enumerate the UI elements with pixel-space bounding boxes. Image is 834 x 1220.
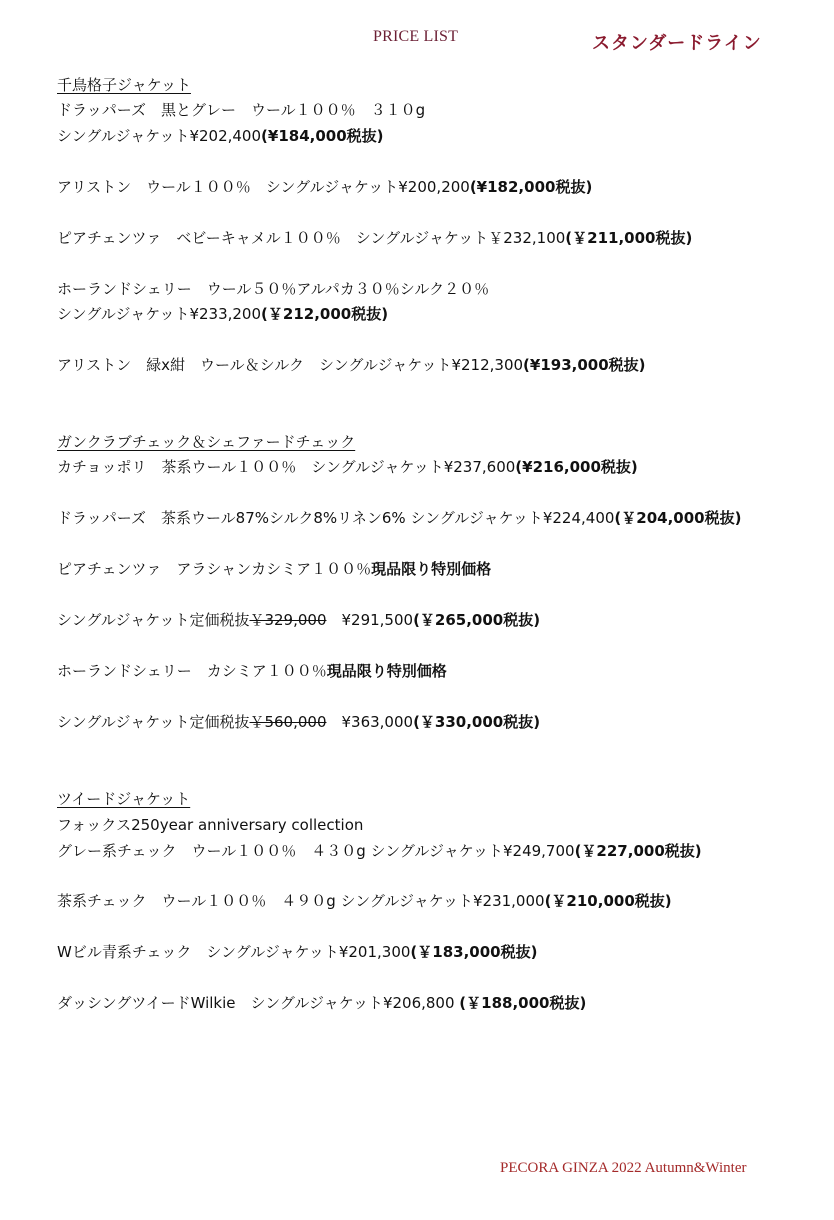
price-line <box>57 891 672 911</box>
section-heading-houndstooth: 千鳥格子ジャケット <box>57 76 191 94</box>
price-line <box>57 841 702 861</box>
price-text: アリストン 緑x紺 ウール＆シルク シングルジャケット¥212,300 <box>57 356 524 374</box>
price-line <box>57 993 586 1013</box>
item-text: ホーランドシェリー カシミア１００％ <box>57 662 327 680</box>
tax-excluded-price: (￥210,000税抜) <box>544 892 672 910</box>
tax-excluded-price: (￥204,000税抜) <box>614 509 742 527</box>
tax-excluded-price: (￥330,000税抜) <box>413 713 541 731</box>
special-price-badge: 現品限り特別価格 <box>326 662 447 680</box>
tax-excluded-price: (￥211,000税抜) <box>565 229 693 247</box>
price-text: アリストン ウール１００％ シングルジャケット¥200,200 <box>57 178 470 196</box>
price-line <box>57 355 646 375</box>
item-line: ホーランドシェリー ウール５０％アルパカ３０％シルク２０％ <box>57 280 490 298</box>
price-text: Wビル青系チェック シングルジャケット¥201,300 <box>57 943 411 961</box>
price-line <box>57 177 592 197</box>
tax-excluded-price: (¥184,000税抜) <box>261 127 384 145</box>
section-heading-tweed: ツイードジャケット <box>57 790 191 808</box>
price-text: ドラッパーズ 茶系ウール87%シルク8%リネン6% シングルジャケット¥224,400 <box>57 509 615 527</box>
tax-excluded-price: (¥182,000税抜) <box>469 178 593 196</box>
price-text: シングルジャケット¥233,200 <box>57 305 262 323</box>
price-text: グレー系チェック ウール１００％ ４３０g シングルジャケット¥249,700 <box>57 842 575 860</box>
tax-excluded-price: (¥216,000税抜) <box>515 458 638 476</box>
price-line <box>57 610 540 630</box>
tax-excluded-price: (￥188,000税抜) <box>459 994 587 1012</box>
price-line <box>57 508 741 528</box>
price-line <box>57 457 638 477</box>
item-line <box>57 661 447 681</box>
price-line <box>57 126 384 146</box>
price-text: シングルジャケット¥202,400 <box>57 127 262 145</box>
item-line: フォックス250year anniversary collection <box>57 816 364 834</box>
tax-excluded-price: (¥193,000税抜) <box>523 356 646 374</box>
footer-brand: PECORA GINZA 2022 Autumn&Winter <box>500 1160 747 1176</box>
tax-excluded-price: (￥183,000税抜) <box>410 943 538 961</box>
price-text: カチョッポリ 茶系ウール１００％ シングルジャケット¥237,600 <box>57 458 516 476</box>
tax-excluded-price: (￥212,000税抜) <box>261 305 389 323</box>
special-price-badge: 現品限り特別価格 <box>371 560 492 578</box>
page-title: PRICE LIST <box>373 28 459 45</box>
price-line <box>57 712 540 732</box>
price-line <box>57 228 692 248</box>
item-line: ドラッパーズ 黒とグレー ウール１００％ ３１０g <box>57 101 426 119</box>
price-prefix: シングルジャケット定価税抜 <box>57 713 250 731</box>
item-line <box>57 559 491 579</box>
price-text: ¥363,000 <box>326 713 414 731</box>
price-text: 茶系チェック ウール１００％ ４９０g シングルジャケット¥231,000 <box>57 892 545 910</box>
price-prefix: シングルジャケット定価税抜 <box>57 611 250 629</box>
price-text: ピアチェンツァ ベビーキャメル１００％ シングルジャケット￥232,100 <box>57 229 566 247</box>
item-text: ピアチェンツァ アラシャンカシミア１００％ <box>57 560 372 578</box>
price-line <box>57 304 388 324</box>
price-text: ダッシングツイードWilkie シングルジャケット¥206,800 <box>57 994 460 1012</box>
section-heading-gunclub: ガンクラブチェック＆シェファードチェック <box>57 433 356 451</box>
tax-excluded-price: (￥265,000税抜) <box>413 611 541 629</box>
line-name: スタンダードライン <box>592 33 762 54</box>
price-line <box>57 942 537 962</box>
price-text: ¥291,500 <box>326 611 414 629</box>
original-price: ￥329,000 <box>249 611 327 629</box>
tax-excluded-price: (￥227,000税抜) <box>574 842 702 860</box>
original-price: ￥560,000 <box>249 713 327 731</box>
